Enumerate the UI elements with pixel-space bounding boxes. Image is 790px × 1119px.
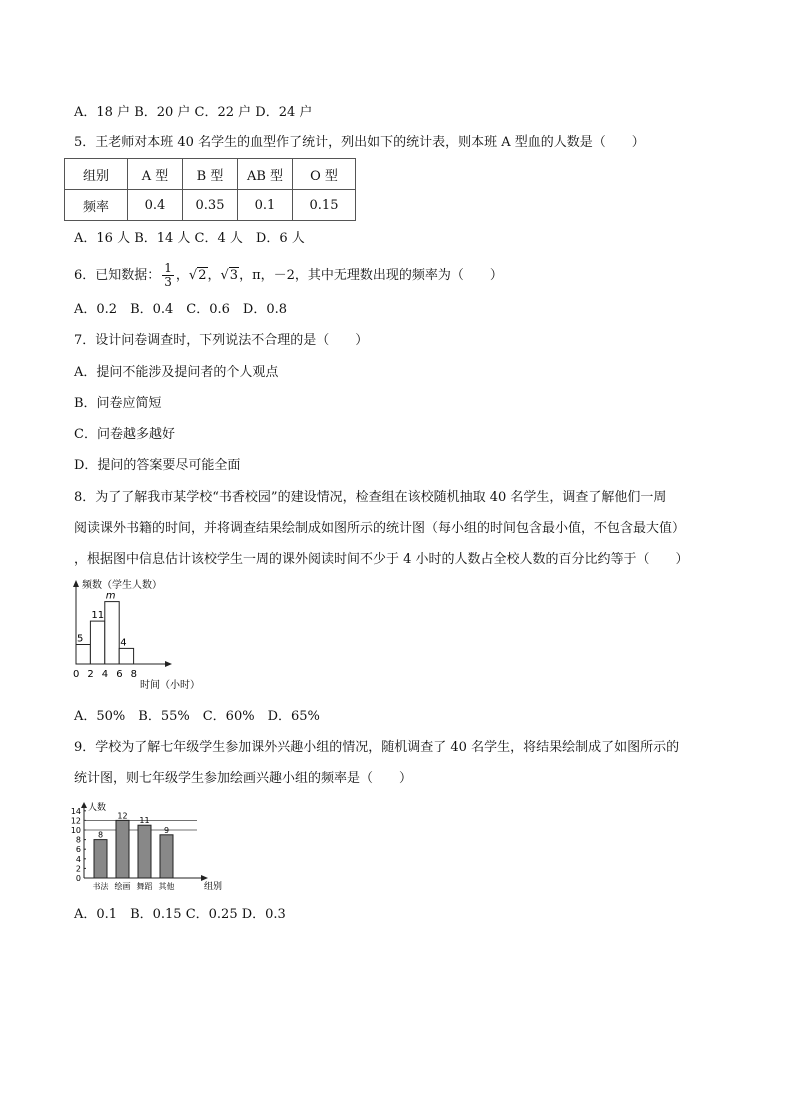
bar-plot xyxy=(71,801,222,892)
q7-option-d: D．提问的答案要尽可能全面 xyxy=(74,458,241,473)
y-axis-label: 人数 xyxy=(88,803,107,813)
x-tick-label: 4 xyxy=(101,669,109,680)
q5-table xyxy=(64,158,356,221)
table-header: B 型 xyxy=(183,159,238,190)
category-label: 舞蹈 xyxy=(136,882,153,891)
table-row-label: 频率 xyxy=(65,190,128,221)
q6-stem xyxy=(74,262,503,289)
x-axis-label: 时间（小时） xyxy=(140,680,200,691)
y-tick-label: 2 xyxy=(75,864,81,874)
bar xyxy=(160,835,173,878)
y-tick-label: 8 xyxy=(75,835,81,845)
x-tick-label: 8 xyxy=(130,669,137,680)
bar-value-label: 8 xyxy=(97,830,104,840)
table-cell: 0.15 xyxy=(293,190,356,221)
q8-line1: 8．为了了解我市某学校“书香校园”的建设情况，检查组在该校随机抽取 40 名学生，调查了解他们一周 xyxy=(74,490,667,505)
x-tick-label: 2 xyxy=(87,669,94,680)
bar xyxy=(138,825,151,878)
fraction-denominator: 3 xyxy=(164,275,172,289)
table-row xyxy=(65,159,356,190)
x-tick-label: 0 xyxy=(73,669,80,680)
histogram-bar xyxy=(90,621,104,664)
y-axis-arrow xyxy=(81,802,87,808)
category-label: 书法 xyxy=(92,882,109,891)
histogram-bar xyxy=(119,648,133,664)
bar-value-label: 5 xyxy=(77,633,84,645)
y-tick-label: 6 xyxy=(75,845,81,855)
category-label: 绘画 xyxy=(114,882,131,891)
bar xyxy=(94,840,107,878)
q5-stem: 5．王老师对本班 40 名学生的血型作了统计，列出如下的统计表，则本班 A 型血的人数是（ ） xyxy=(74,135,645,150)
q6-sep1: ，√ xyxy=(175,268,198,283)
q6-suffix: ，π，－2，其中无理数出现的频率为（ ） xyxy=(239,268,503,283)
q8-options: A．50% B．55% C．60% D．65% xyxy=(74,709,320,724)
fraction xyxy=(162,262,174,289)
y-tick-label: 10 xyxy=(70,826,81,835)
q5-options: A．16 人 B．14 人 C．4 人 D．6 人 xyxy=(74,231,305,246)
bar-value-label: 9 xyxy=(163,825,170,835)
y-tick-label: 12 xyxy=(70,816,81,826)
sqrt-3: 3 xyxy=(229,268,239,283)
y-tick-label: 14 xyxy=(70,806,81,816)
q6-prefix: 6．已知数据： xyxy=(74,268,161,283)
category-label: 其他 xyxy=(158,882,175,891)
table-cell: 0.35 xyxy=(183,190,238,221)
table-cell: 0.1 xyxy=(238,190,293,221)
y-axis-label: 频数（学生人数） xyxy=(82,580,162,591)
bar-value-label: 12 xyxy=(117,811,128,821)
q9-line1: 9．学校为了解七年级学生参加课外兴趣小组的情况，随机调查了 40 名学生，将结果绘制成了如图所示的 xyxy=(74,740,680,755)
q6-sep2: ，√ xyxy=(207,268,229,283)
q8-line2: 阅读课外书籍的时间，并将调查结果绘制成如图所示的统计图（每小组的时间包含最小值，不包含最大值） xyxy=(74,521,686,536)
x-axis-arrow xyxy=(201,875,208,881)
q6-options: A．0.2 B．0.4 C．0.6 D．0.8 xyxy=(74,302,288,317)
table-header: 组别 xyxy=(65,159,128,190)
bar-value-label: m xyxy=(105,590,116,602)
bar-value-label: 11 xyxy=(139,816,150,826)
x-axis-label: 组别 xyxy=(204,882,222,892)
histogram-bar xyxy=(105,602,119,664)
q7-option-c: C．问卷越多越好 xyxy=(74,427,175,442)
q8-line3: ，根据图中信息估计该校学生一周的课外阅读时间不少于 4 小时的人数占全校人数的百分比约等于（ ） xyxy=(74,552,689,567)
y-axis-arrow xyxy=(73,580,79,587)
table-row xyxy=(65,190,356,221)
q7-stem: 7．设计问卷调查时，下列说法不合理的是（ ） xyxy=(74,333,369,348)
q8-histogram xyxy=(66,576,236,696)
x-axis-arrow xyxy=(165,661,172,667)
y-tick-label: 4 xyxy=(75,854,81,864)
sqrt-2: 2 xyxy=(198,268,207,283)
q9-options: A．0.1 B．0.15 C．0.25 D．0.3 xyxy=(74,907,286,922)
q4-options: A．18 户 B．20 户 C．22 户 D．24 户 xyxy=(74,105,313,120)
histogram-plot xyxy=(73,578,200,691)
q9-bar-chart xyxy=(62,798,222,894)
q7-option-b: B．问卷应简短 xyxy=(74,396,162,411)
table-header: AB 型 xyxy=(238,159,293,190)
histogram-bar xyxy=(76,645,90,665)
q7-option-a: A．提问不能涉及提问者的个人观点 xyxy=(74,365,279,380)
table-header: O 型 xyxy=(293,159,356,190)
bar-value-label: 11 xyxy=(91,610,105,622)
q9-line2: 统计图，则七年级学生参加绘画兴趣小组的频率是（ ） xyxy=(74,771,413,786)
bar-value-label: 4 xyxy=(120,637,127,649)
table-cell: 0.4 xyxy=(128,190,183,221)
y-tick-label: 0 xyxy=(75,874,81,883)
fraction-numerator: 1 xyxy=(164,261,172,275)
table-header: A 型 xyxy=(128,159,183,190)
x-tick-label: 6 xyxy=(116,669,123,680)
bar xyxy=(116,820,129,878)
